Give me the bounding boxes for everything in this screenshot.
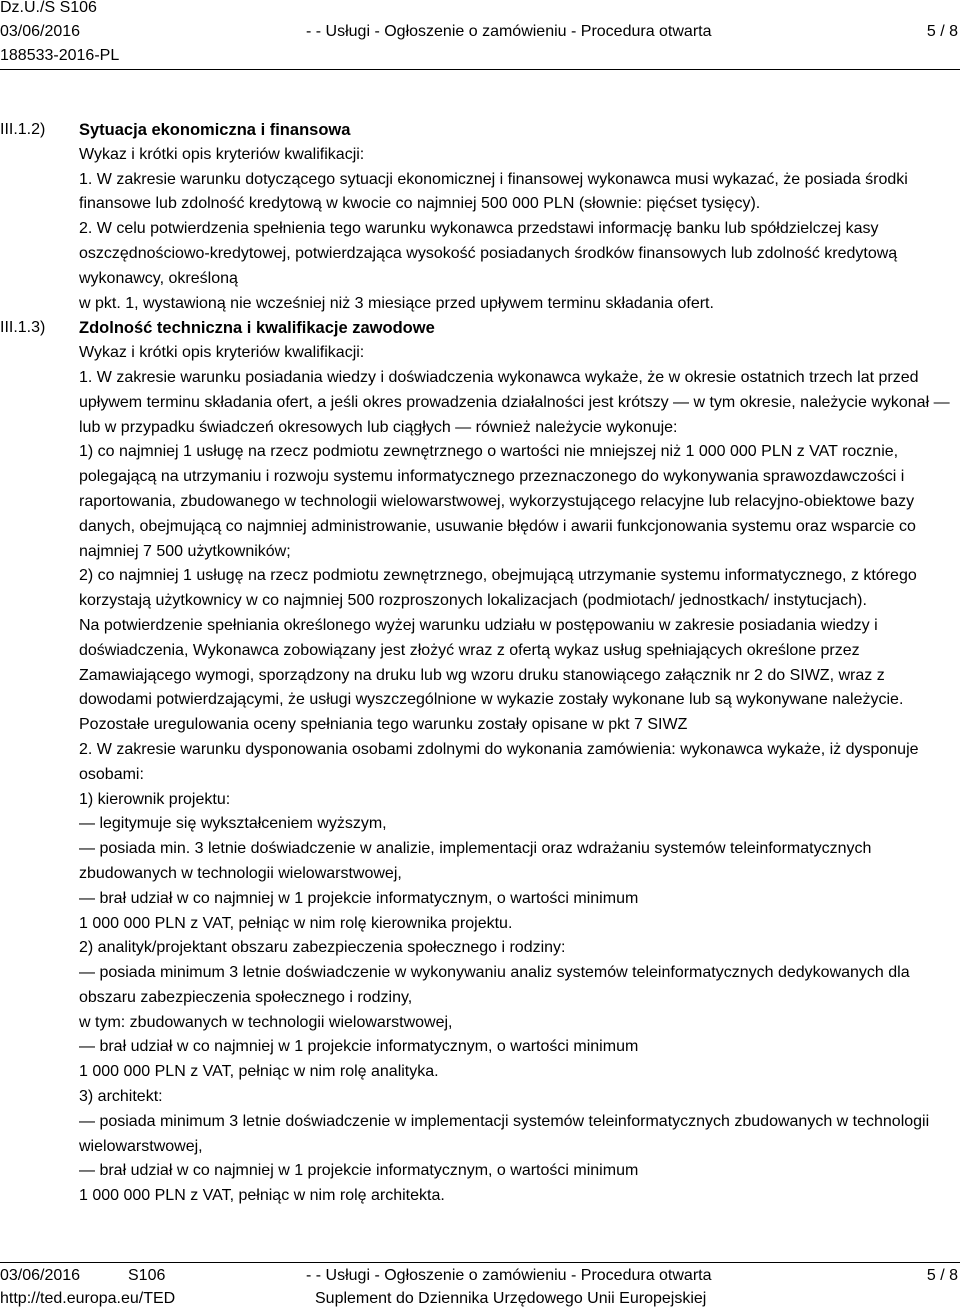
- page-number: 5 / 8: [926, 23, 958, 40]
- section-number: III.1.2): [0, 121, 46, 138]
- footer-date: 03/06/2016: [0, 1267, 81, 1284]
- paragraph: 1. W zakresie warunku posiadania wiedzy i doświadczenia wykonawca wykaże, że w okresie ostatnich trzech lat przed upływem terminu składania ofert, a jeśli okres prowadzenia działalności jest krótszy — w tym okresie, należycie wykonał — lub w przypadku świadczeń okresowych lub ciągłych — również należycie wykonuje:: [79, 368, 950, 436]
- notice-type: - - Usługi - Ogłoszenie o zamówieniu - Procedura otwarta: [306, 23, 712, 40]
- paragraph: — posiada minimum 3 letnie doświadczenie w wykonywaniu analiz systemów teleinformatycznych dedykowanych dla obszaru zabezpieczenia społecznego i rodziny,: [79, 964, 910, 1006]
- section-number: III.1.3): [0, 319, 46, 337]
- footer-notice-type: - - Usługi - Ogłoszenie o zamówieniu - Procedura otwarta: [306, 1267, 712, 1284]
- section-body: [79, 118, 959, 316]
- paragraph: w tym: zbudowanych w technologii wielowarstwowej,: [79, 1013, 453, 1031]
- paragraph: — posiada min. 3 letnie doświadczenie w analizie, implementacji oraz wdrażaniu systemów teleinformatycznych zbudowanych w technologii wielowarstwowej,: [79, 840, 872, 882]
- paragraph: 2) co najmniej 1 usługę na rzecz podmiotu zewnętrznego, obejmującą utrzymanie systemu informatycznego, z którego korzystają użytkownicy w co najmniej 500 rozproszonych lokalizacjach (podmiotach/ jednostkach/ instytucjach).: [79, 567, 917, 610]
- paragraph: — brał udział w co najmniej w 1 projekcie informatycznym, o wartości minimum: [79, 1162, 639, 1180]
- section-body: [79, 316, 959, 1209]
- section-subtitle: Wykaz i krótki opis kryteriów kwalifikacji:: [79, 145, 365, 163]
- page-footer: [0, 1262, 960, 1311]
- paragraph: 3) architekt:: [79, 1088, 163, 1106]
- journal-reference: Dz.U./S S106: [0, 0, 97, 16]
- paragraph: 1 000 000 PLN z VAT, pełniąc w nim rolę architekta.: [79, 1187, 445, 1205]
- section-title: Zdolność techniczna i kwalifikacje zawodowe: [79, 319, 435, 338]
- footer-supplement: Suplement do Dziennika Urzędowego Unii Europejskiej: [315, 1290, 707, 1307]
- paragraph: — brał udział w co najmniej w 1 projekcie informatycznym, o wartości minimum: [79, 1038, 639, 1056]
- footer-url: http://ted.europa.eu/TED: [0, 1290, 176, 1307]
- paragraph: 1) kierownik projektu:: [79, 790, 231, 808]
- section-subtitle: Wykaz i krótki opis kryteriów kwalifikacji:: [79, 344, 365, 362]
- paragraph: 2. W zakresie warunku dysponowania osobami zdolnymi do wykonania zamówienia: wykonawca wykaże, iż dysponuje osobami:: [79, 740, 919, 783]
- header-rule: [0, 69, 960, 70]
- paragraph: w pkt. 1, wystawioną nie wcześniej niż 3 miesiące przed upływem terminu składania ofert.: [79, 294, 714, 312]
- paragraph: Na potwierdzenie spełniania określonego wyżej warunku udziału w postępowaniu w zakresie posiadania wiedzy i doświadczenia, Wykonawca zobowiązany jest złożyć wraz z ofertą wykaz usług spełniających określone przez Zamawiającego wymogi, sporządzony na druku lub wg wzoru druku stanowiącego załącznik nr 2 do SIWZ, wraz z dowodami potwierdzającymi, że usługi wyszczególnione w wykazie zostały wykonane lub są wykonywane należycie. Pozostałe uregulowania oceny spełniania tego warunku zostały opisane w pkt 7 SIWZ: [79, 616, 904, 734]
- paragraph: — posiada minimum 3 letnie doświadczenie w implementacji systemów teleinformatycznych zbudowanych w technologii wielowarstwowej,: [79, 1112, 930, 1155]
- notice-number: 188533-2016-PL: [0, 47, 120, 64]
- paragraph: 2. W celu potwierdzenia spełnienia tego warunku wykonawca przedstawi informację banku lub spółdzielczej kasy oszczędnościowo-kredytowej, potwierdzająca wysokość posiadanych środków finansowych lub zdolność kredytową wykonawcy, określoną: [79, 220, 898, 287]
- paragraph: — legitymuje się wykształceniem wyższym,: [79, 815, 387, 833]
- footer-page-number: 5 / 8: [926, 1267, 958, 1284]
- section-technical-capacity: [0, 316, 960, 1209]
- section-title: Sytuacja ekonomiczna i finansowa: [79, 121, 351, 139]
- footer-code: S106: [128, 1267, 166, 1284]
- page-header: [0, 0, 960, 68]
- paragraph: — brał udział w co najmniej w 1 projekcie informatycznym, o wartości minimum: [79, 889, 639, 907]
- paragraph: 1 000 000 PLN z VAT, pełniąc w nim rolę analityka.: [79, 1063, 439, 1081]
- page-content: [0, 118, 960, 1209]
- paragraph: 1 000 000 PLN z VAT, pełniąc w nim rolę kierownika projektu.: [79, 914, 513, 932]
- section-economic-financial: [0, 118, 960, 316]
- paragraph: 1. W zakresie warunku dotyczącego sytuacji ekonomicznej i finansowej wykonawca musi wykazać, że posiada środki finansowe lub zdolność kredytową w kwocie co najmniej 500 000 PLN (słownie: pięćset tysięcy).: [79, 170, 908, 213]
- paragraph: 2) analityk/projektant obszaru zabezpieczenia społecznego i rodziny:: [79, 939, 566, 957]
- publication-date: 03/06/2016: [0, 23, 81, 40]
- paragraph: 1) co najmniej 1 usługę na rzecz podmiotu zewnętrznego o wartości nie mniejszej niż 1 000 000 PLN z VAT rocznie, polegającą na utrzymaniu i rozwoju systemu informatycznego przeznaczonego do wykonywania sprawozdawczości i raportowania, zbudowanego w technologii wielowarstwowej, wykorzystującego relacyjne lub relacyjno-obiektowe bazy danych, obejmującą co najmniej administrowanie, usuwanie błędów i awarii funkcjonowania systemu oraz wsparcie co najmniej 7 500 użytkowników;: [79, 443, 916, 560]
